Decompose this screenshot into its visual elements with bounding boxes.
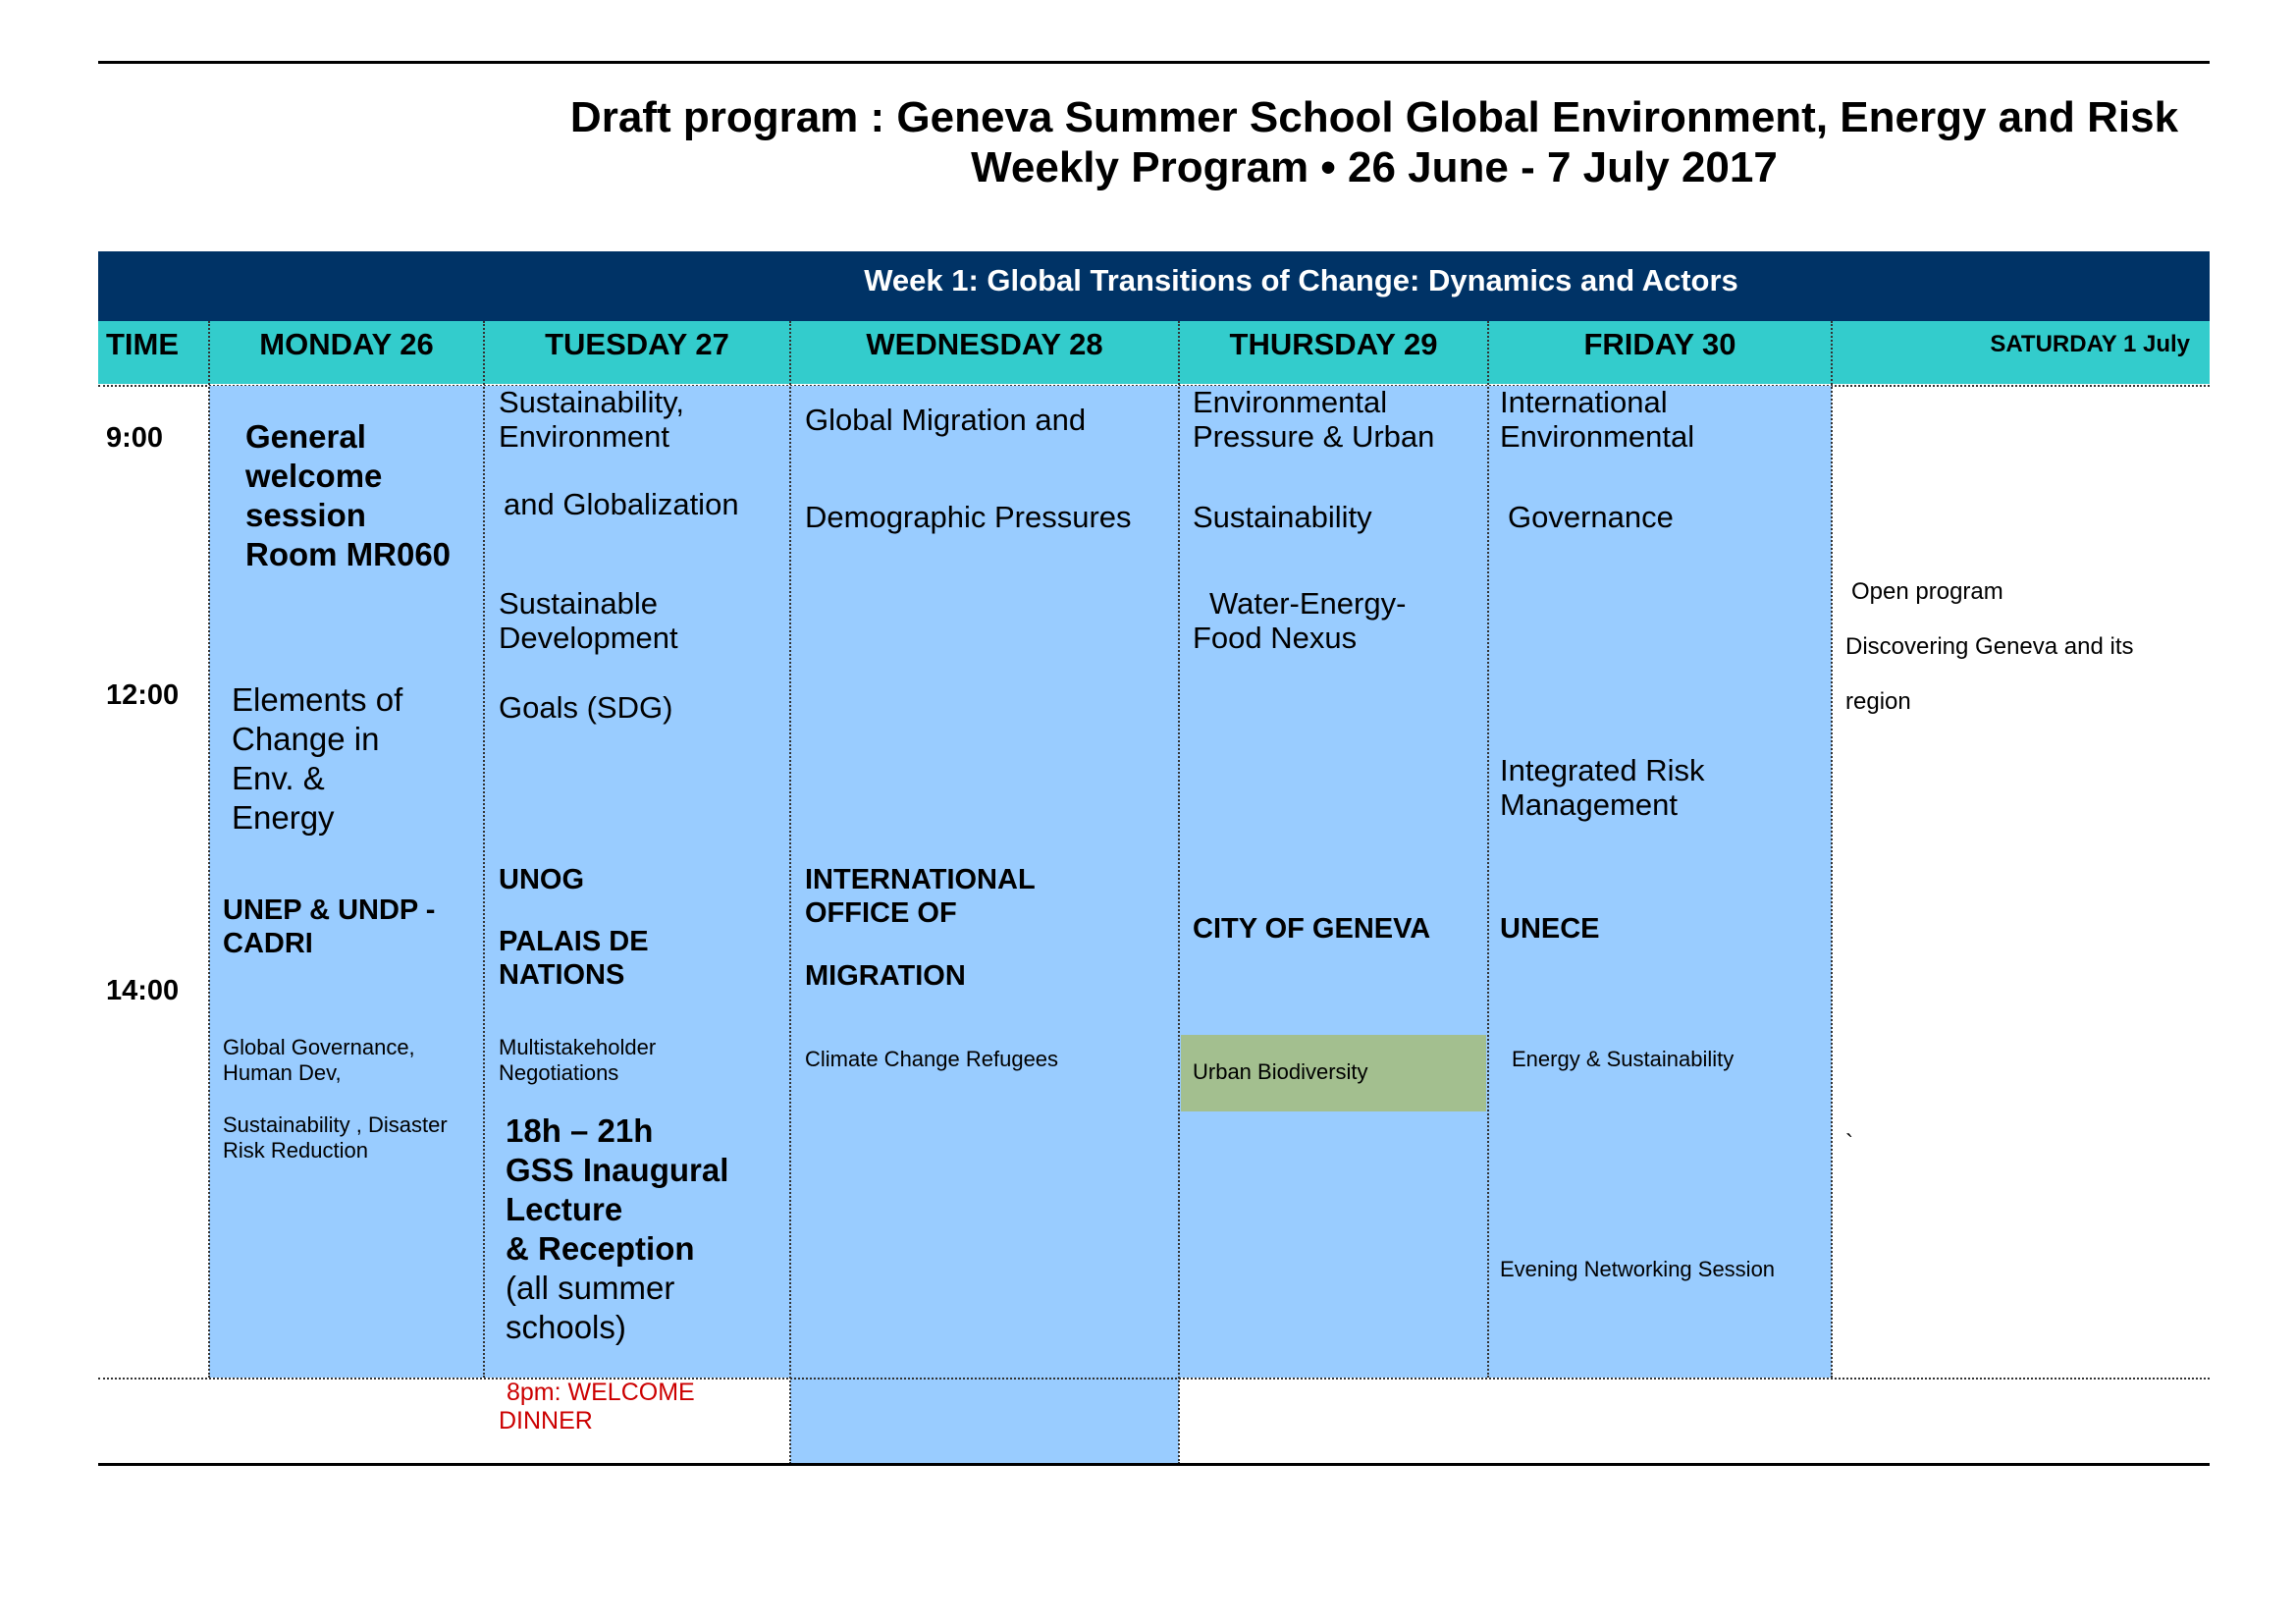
line: Environmental bbox=[1500, 419, 1695, 454]
line: Lecture bbox=[506, 1191, 623, 1227]
thursday-topic: Urban Biodiversity bbox=[1193, 1059, 1368, 1084]
page-subtitle: Weekly Program • 26 June - 7 July 2017 bbox=[971, 143, 1778, 191]
tuesday-session-4: Goals (SDG) bbox=[499, 690, 673, 725]
line: Change in bbox=[232, 721, 380, 757]
header-friday: FRIDAY 30 bbox=[1583, 327, 1736, 361]
line: Environmental bbox=[1193, 385, 1388, 419]
col-divider bbox=[1178, 321, 1180, 1464]
line: Human Dev, bbox=[223, 1060, 342, 1085]
line: CADRI bbox=[223, 928, 313, 959]
saturday-line-3: region bbox=[1845, 688, 1911, 715]
thursday-column bbox=[1179, 386, 1488, 1378]
line: GSS Inaugural bbox=[506, 1152, 729, 1188]
line: PALAIS DE bbox=[499, 926, 649, 957]
line: Integrated Risk bbox=[1500, 753, 1705, 787]
time-label: 12:00 bbox=[106, 679, 180, 711]
line: Energy bbox=[232, 799, 335, 836]
week-banner-text: Week 1: Global Transitions of Change: Dynamics and Actors bbox=[864, 263, 1738, 298]
col-divider bbox=[789, 321, 791, 1464]
header-thursday: THURSDAY 29 bbox=[1229, 327, 1438, 361]
wednesday-org-2: MIGRATION bbox=[805, 960, 966, 992]
line: Multistakeholder bbox=[499, 1035, 657, 1059]
line: Environment bbox=[499, 419, 670, 454]
tuesday-session-3 bbox=[499, 586, 678, 655]
col-divider bbox=[483, 321, 485, 1378]
line: Sustainable bbox=[499, 586, 659, 621]
monday-topic-2 bbox=[223, 1112, 448, 1164]
top-rule bbox=[98, 61, 2210, 64]
line: Water-Energy- bbox=[1209, 586, 1407, 621]
evening-divider bbox=[98, 1378, 2210, 1380]
line: schools) bbox=[506, 1309, 626, 1345]
friday-evening: Evening Networking Session bbox=[1500, 1257, 1776, 1281]
line: General bbox=[245, 418, 366, 455]
line: DINNER bbox=[499, 1407, 593, 1435]
line: Room MR060 bbox=[245, 536, 452, 572]
line: 8pm: WELCOME bbox=[507, 1379, 695, 1406]
line: session bbox=[245, 497, 366, 533]
line: Pressure & Urban bbox=[1193, 419, 1435, 454]
line: NATIONS bbox=[499, 959, 625, 991]
thursday-session-2: Sustainability bbox=[1193, 500, 1372, 534]
line: Development bbox=[499, 621, 678, 655]
friday-column bbox=[1488, 386, 1832, 1378]
line: Sustainability, bbox=[499, 385, 684, 419]
friday-topic: Energy & Sustainability bbox=[1512, 1047, 1735, 1071]
line: Global Governance, bbox=[223, 1035, 415, 1059]
saturday-mark: ` bbox=[1845, 1130, 1853, 1157]
tuesday-session-2: and Globalization bbox=[504, 487, 739, 521]
line: UNEP & UNDP - bbox=[223, 894, 436, 926]
tuesday-topic bbox=[499, 1035, 656, 1086]
tuesday-evening-note bbox=[506, 1269, 674, 1347]
header-monday: MONDAY 26 bbox=[259, 327, 434, 361]
wednesday-session-2: Demographic Pressures bbox=[805, 500, 1132, 534]
welcome-dinner bbox=[499, 1379, 695, 1435]
friday-session-3 bbox=[1500, 753, 1705, 822]
line: (all summer bbox=[506, 1270, 675, 1306]
time-label: 9:00 bbox=[106, 422, 164, 454]
monday-elements bbox=[232, 680, 402, 838]
header-saturday: SATURDAY 1 July bbox=[1990, 331, 2190, 357]
header-time: TIME bbox=[106, 327, 180, 361]
saturday-line-1: Open program bbox=[1851, 578, 2003, 605]
tuesday-evening bbox=[506, 1111, 728, 1269]
monday-welcome bbox=[245, 417, 451, 574]
line: INTERNATIONAL bbox=[805, 864, 1036, 895]
wednesday-topic: Climate Change Refugees bbox=[805, 1047, 1059, 1071]
time-label: 14:00 bbox=[106, 975, 180, 1006]
col-divider bbox=[1487, 321, 1489, 1378]
tuesday-org-2 bbox=[499, 925, 649, 992]
line: OFFICE OF bbox=[805, 897, 957, 929]
friday-session-2: Governance bbox=[1508, 500, 1674, 534]
col-divider bbox=[208, 321, 210, 1378]
line: Negotiations bbox=[499, 1060, 619, 1085]
header-wednesday: WEDNESDAY 28 bbox=[866, 327, 1103, 361]
monday-org bbox=[223, 893, 435, 960]
week-banner bbox=[98, 251, 2210, 321]
line: Food Nexus bbox=[1193, 621, 1358, 655]
tuesday-org-1: UNOG bbox=[499, 864, 584, 895]
line: Sustainability , Disaster bbox=[223, 1112, 448, 1137]
header-tuesday: TUESDAY 27 bbox=[545, 327, 729, 361]
wednesday-org bbox=[805, 863, 1036, 930]
line: & Reception bbox=[506, 1230, 695, 1267]
line: 18h – 21h bbox=[506, 1112, 654, 1149]
thursday-session-1 bbox=[1193, 385, 1434, 454]
line: welcome bbox=[245, 458, 383, 494]
line: Env. & bbox=[232, 760, 325, 796]
friday-org: UNECE bbox=[1500, 913, 1600, 945]
line: Management bbox=[1500, 787, 1678, 822]
page-title: Draft program : Geneva Summer School Global Environment, Energy and Risk bbox=[569, 93, 2179, 141]
line: Elements of bbox=[232, 681, 403, 718]
thursday-org: CITY OF GENEVA bbox=[1193, 913, 1431, 945]
day-header-row bbox=[98, 321, 2210, 384]
friday-session-1 bbox=[1500, 385, 1694, 454]
line: International bbox=[1500, 385, 1668, 419]
thursday-session-3 bbox=[1193, 586, 1406, 655]
bottom-rule bbox=[98, 1463, 2210, 1466]
col-divider bbox=[1831, 321, 1833, 1378]
monday-topic-1 bbox=[223, 1035, 415, 1086]
saturday-line-2: Discovering Geneva and its bbox=[1845, 633, 2134, 660]
tuesday-session-1 bbox=[499, 385, 684, 454]
line: Risk Reduction bbox=[223, 1138, 368, 1163]
wednesday-session-1: Global Migration and bbox=[805, 403, 1087, 437]
